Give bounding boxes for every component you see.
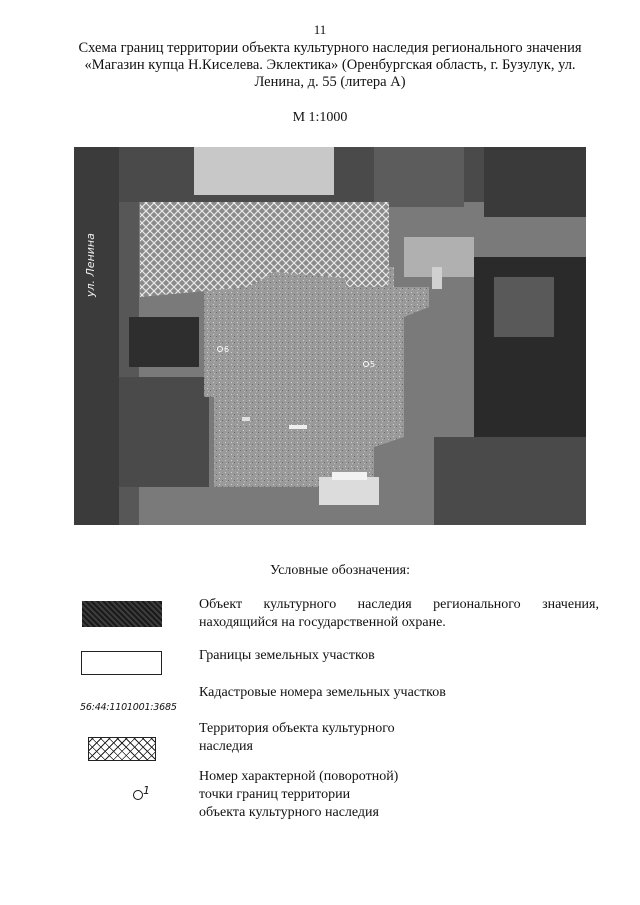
aerial-map (74, 147, 586, 525)
legend-text-line: Номер характерной (поворотной) (199, 769, 399, 784)
title-line-3: Ленина, д. 55 (литера А) (254, 74, 406, 90)
title-line-1: Схема границ территории объекта культурного наследия регионального значения (78, 40, 582, 56)
parcel-boundary-swatch (81, 651, 162, 675)
heritage-object-swatch (82, 601, 162, 627)
map-scale: М 1:1000 (292, 110, 348, 125)
legend-text-line: находящийся на государственной охране. (199, 615, 446, 630)
cadastral-number-sample: 56:44:1101001:3685 (80, 702, 177, 713)
map-point-label: 6 (224, 345, 230, 354)
map-point-label: 5 (370, 360, 376, 369)
legend-text-line: точки границ территории (199, 787, 351, 802)
legend-text-line: Территория объекта культурного (199, 721, 395, 736)
territory-crosshatch-swatch (88, 737, 156, 761)
point-number: 1 (143, 784, 150, 797)
legend-text-line: наследия (199, 739, 253, 754)
legend-item-heritage-object (199, 596, 599, 632)
legend-title: Условные обозначения: (269, 563, 411, 578)
title-line-2: «Магазин купца Н.Киселева. Эклектика» (Оренбургская область, г. Бузулук, ул. (84, 57, 576, 73)
turning-point-symbol (133, 784, 173, 804)
point-circle-icon (133, 790, 143, 800)
legend-item-parcel-boundary: Границы земельных участков (199, 648, 375, 663)
legend-text-line: объекта культурного наследия (199, 805, 379, 820)
legend-item-cadastral-numbers: Кадастровые номера земельных участков (199, 685, 446, 700)
legend-item-turning-point (199, 768, 439, 822)
document-title (60, 40, 600, 91)
aerial-map-image (74, 147, 586, 525)
page-number: 11 (313, 22, 327, 37)
legend-item-territory (199, 720, 429, 756)
legend-text-line: Объект культурного наследия регионального значения, (199, 597, 599, 612)
street-label: ул. Ленина (84, 233, 97, 297)
